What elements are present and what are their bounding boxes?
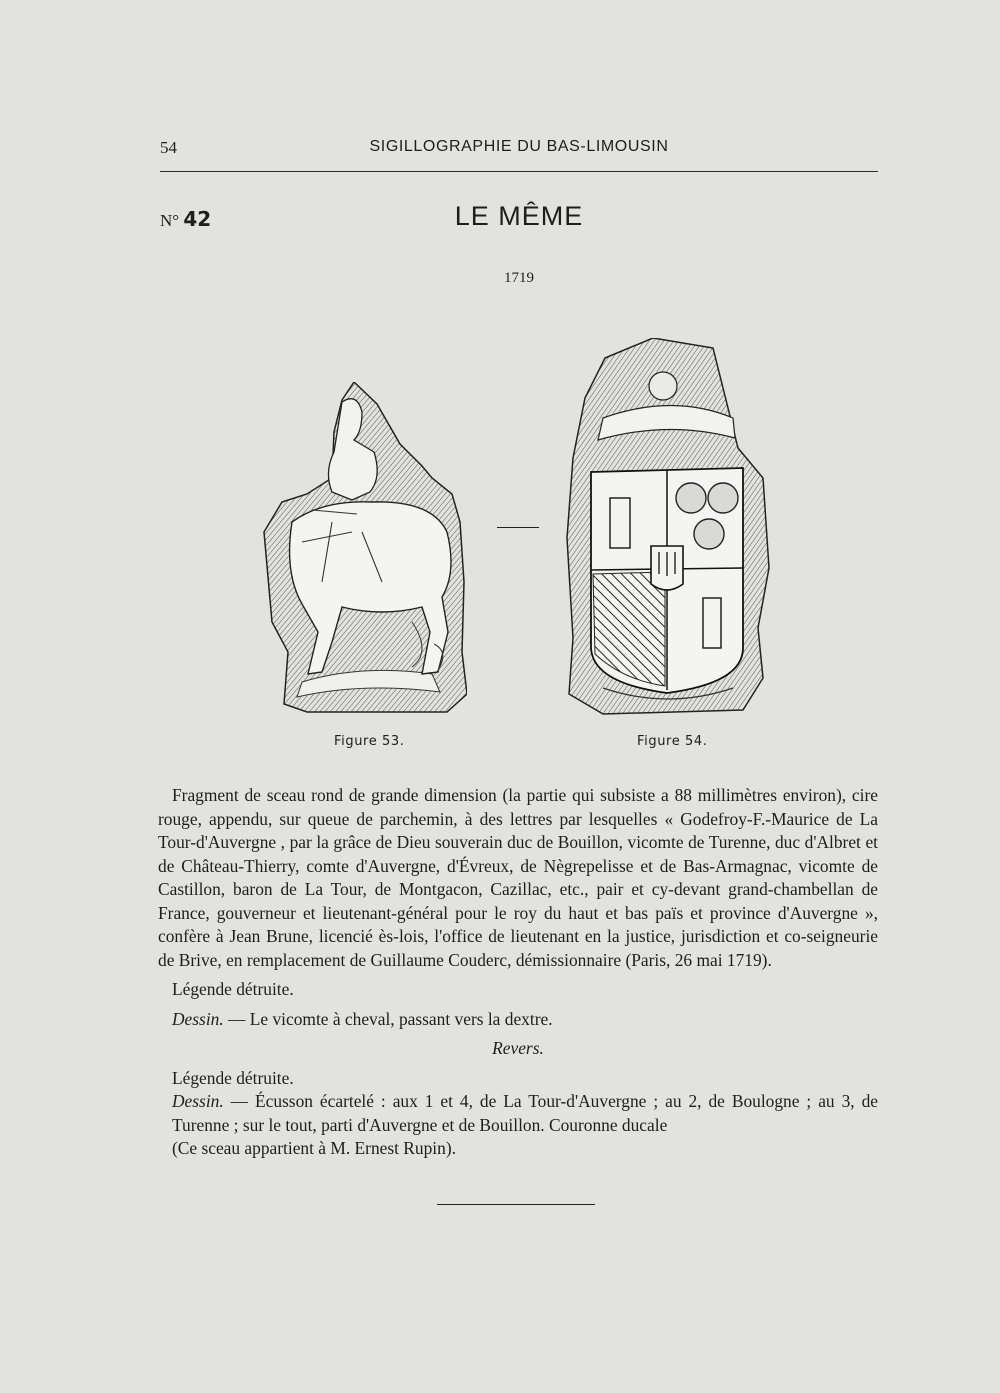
entry-number-prefix: N° — [160, 211, 180, 230]
figure-54-caption: Figure 54. — [637, 734, 708, 749]
reverse-design-text: — Écusson écartelé : aux 1 et 4, de La Tour-d'Auvergne ; au 2, de Boulogne ; au 3, de Turenne ; sur le tout, parti d'Auvergne et de Bouillon. Couronne ducale — [172, 1091, 878, 1135]
end-rule — [437, 1204, 595, 1205]
seal-description: Fragment de sceau rond de grande dimension (la partie qui subsiste a 88 millimètres environ), cire rouge, appendu, sur queue de parchemin, à des lettres par lesquelles « Godefroy-F.-Maurice de La Tour-d'Auvergne , par la grâce de Dieu souverain duc de Bouillon, vicomte de Turenne, duc d'Albret et de Château-Thierry, comte d'Auvergne, d'Évreux, de Nègrepelisse et de Bas-Armagnac, vicomte de Castillon, baron de La Tour, de Montgacon, Cazillac, etc., pair et cy-devant grand-chambellan de France, gouverneur et lieutenant-général pour le roy du haut et bas païs et province d'Auvergne », confère à Jean Brune, licencié ès-lois, l'office de lieutenant en la justice, jurisdiction et co-seigneurie de Brive, en remplacement de Guillaume Couderc, démissionnaire (Paris, 26 mai 1719). — [158, 785, 878, 970]
entry-date: 1719 — [504, 270, 534, 286]
equestrian-seal-drawing — [262, 382, 467, 714]
figure-54-illustration — [563, 338, 775, 718]
dessin-label: Dessin. — [172, 1091, 224, 1111]
header-rule — [160, 171, 878, 172]
obverse-legend: Légende détruite. — [172, 979, 294, 999]
figure-53-illustration — [262, 382, 467, 714]
obverse-design — [158, 1008, 878, 1032]
running-title: SIGILLOGRAPHIE DU BAS-LIMOUSIN — [369, 138, 669, 155]
obverse-design-text: — Le vicomte à cheval, passant vers la dextre. — [223, 1008, 553, 1029]
ownership-note: (Ce sceau appartient à M. Ernest Rupin). — [172, 1138, 456, 1158]
page-number: 54 — [160, 138, 177, 157]
page-header — [160, 138, 878, 162]
entry-title: LE MÊME — [454, 201, 584, 231]
reverse-legend: Légende détruite. — [172, 1067, 294, 1088]
reverse-heading: Revers. — [492, 1038, 544, 1058]
figure-53-caption: Figure 53. — [334, 734, 405, 749]
entry-body — [158, 784, 878, 1161]
reverse-design — [158, 1090, 878, 1137]
dessin-label: Dessin. — [172, 1008, 224, 1029]
entry-number-value: 42 — [183, 207, 212, 231]
separator-dash — [497, 527, 539, 528]
armorial-seal-drawing — [563, 338, 775, 718]
